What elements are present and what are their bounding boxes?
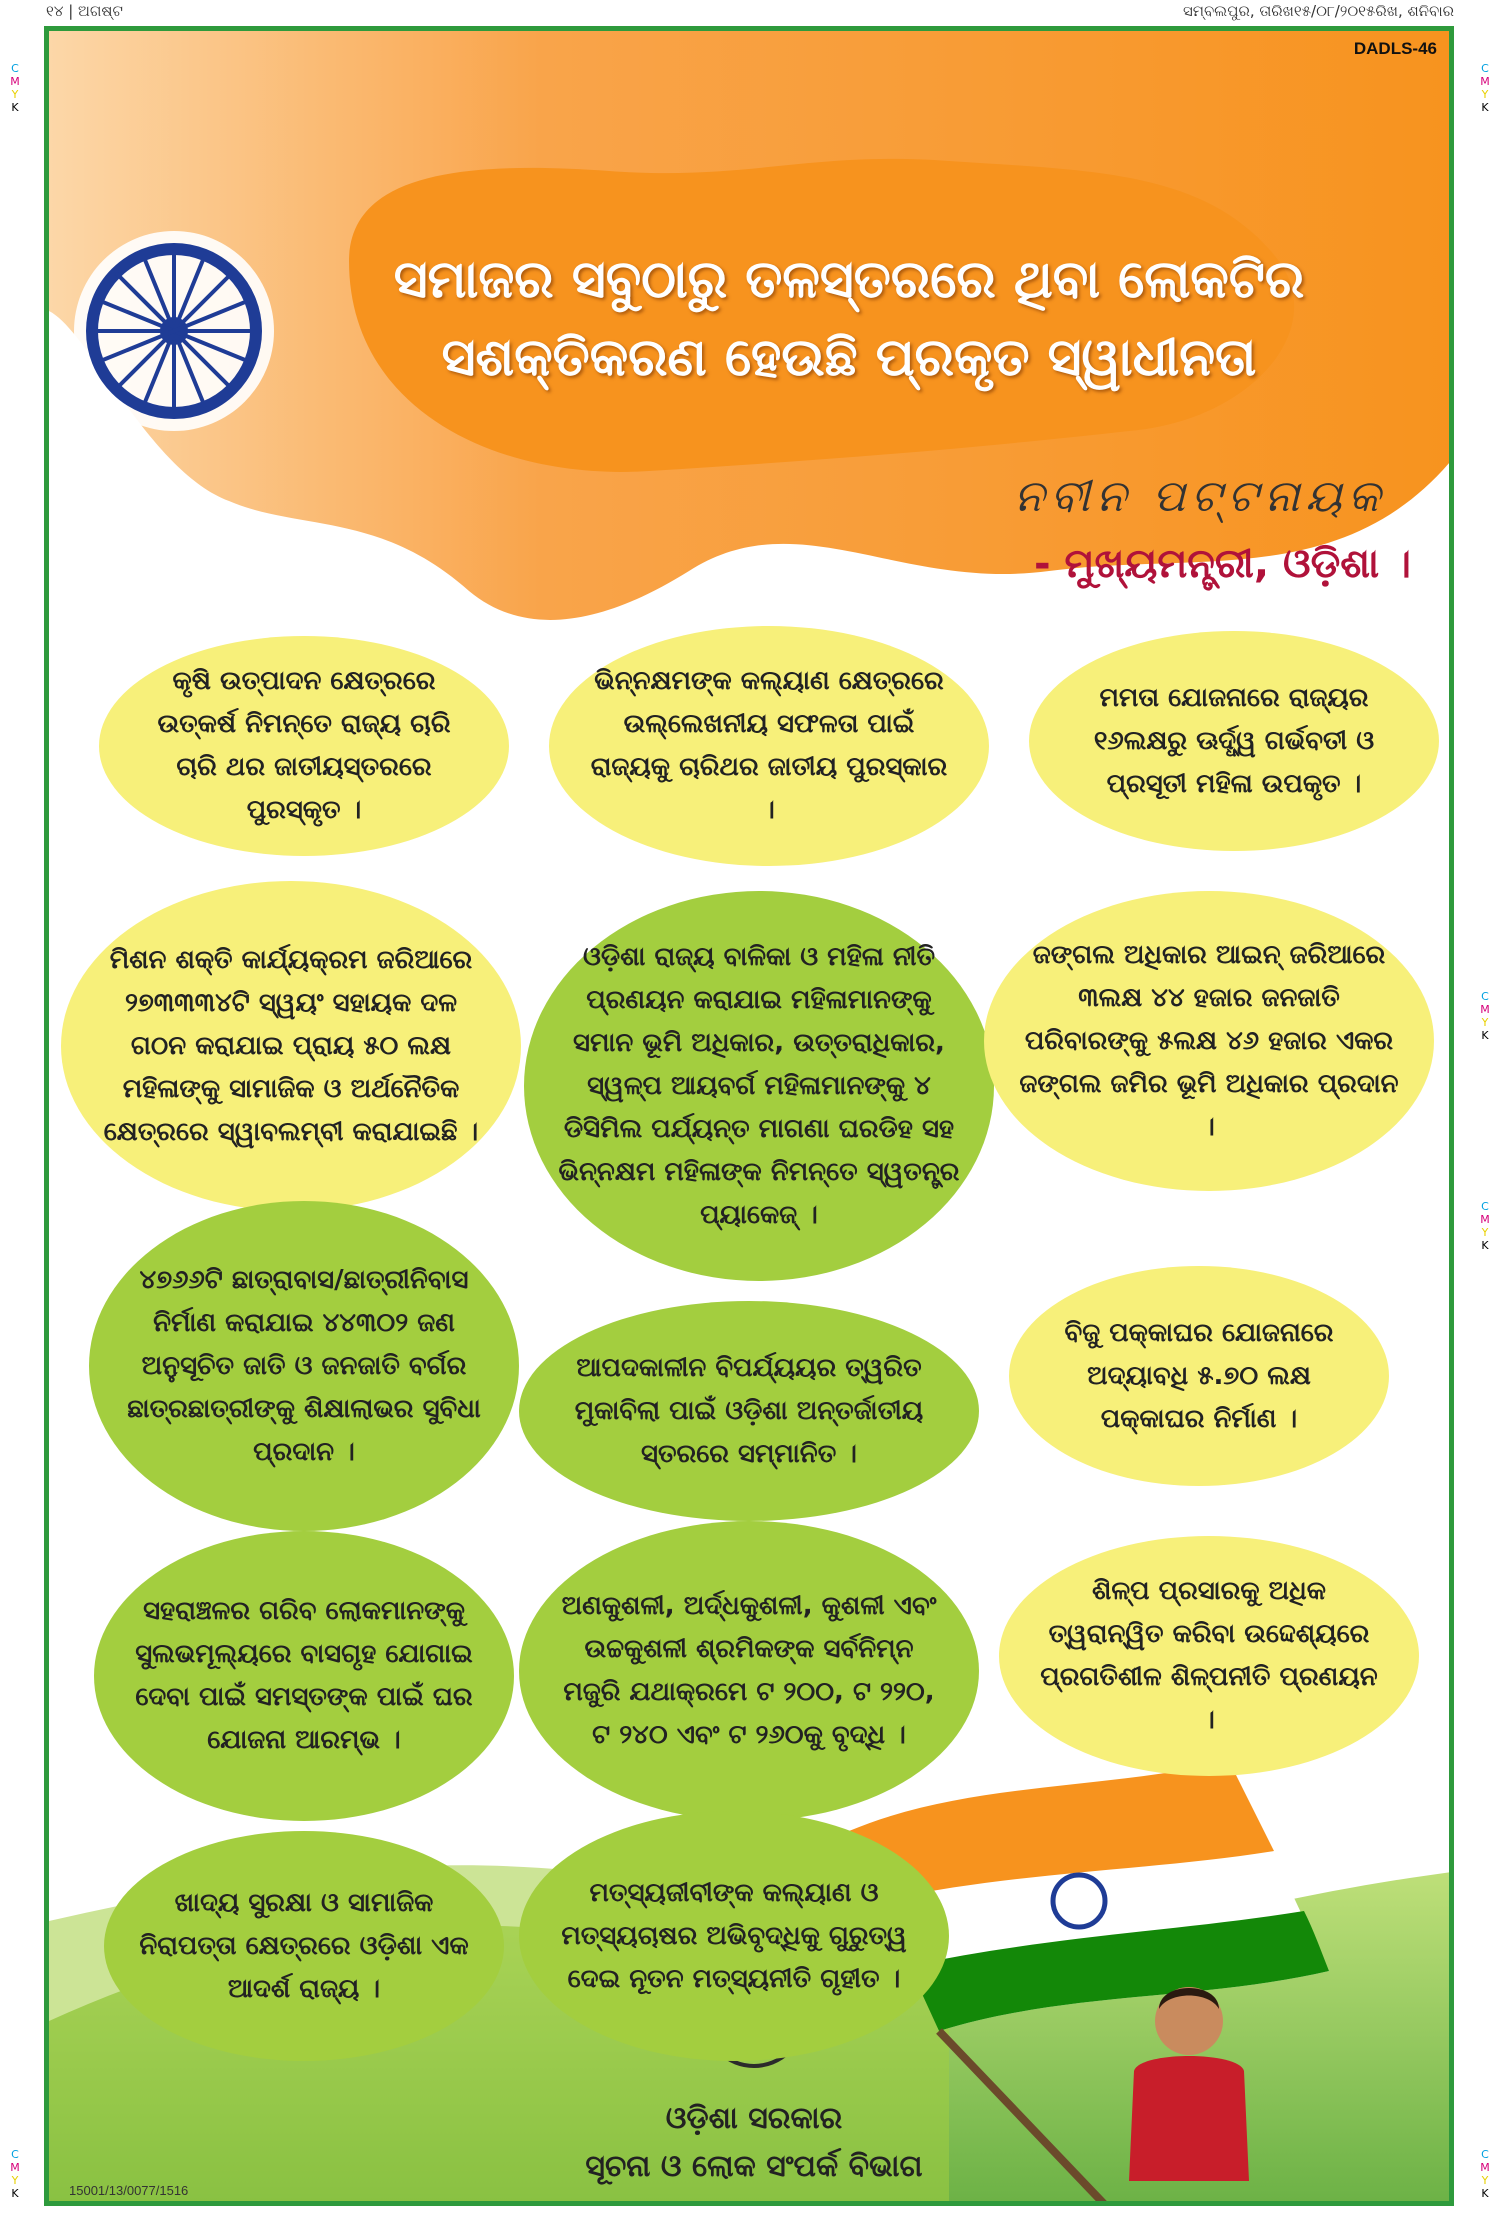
achievement-bubble: ଅଣକୁଶଳୀ, ଅର୍ଦ୍ଧକୁଶଳୀ, କୁଶଳୀ ଏବଂ ଉଚ୍ଚକୁଶଳୀ ଶ୍ରମିକଙ୍କ ସର୍ବନିମ୍ନ ମଜୁରି ଯଥାକ୍ରମେ ଟ ୨୦୦, ଟ ୨୨୦, ଟ ୨୪୦ ଏବଂ ଟ ୨୬୦କୁ ବୃଦ୍ଧି । <box>519 1521 979 1821</box>
achievement-bubble: ମମତା ଯୋଜନାରେ ରାଜ୍ୟର ୧୬ଲକ୍ଷରୁ ଊର୍ଦ୍ଧ୍ୱ ଗର୍ଭବତୀ ଓ ପ୍ରସୂତୀ ମହିଳା ଉପକୃତ । <box>1029 631 1439 851</box>
registration-mark: C M Y K <box>1480 1200 1490 1252</box>
achievement-bubble: ଓଡ଼ିଶା ରାଜ୍ୟ ବାଳିକା ଓ ମହିଳା ନୀତି ପ୍ରଣୟନ କରାଯାଇ ମହିଳାମାନଙ୍କୁ ସମାନ ଭୂମି ଅଧିକାର, ଉତ୍ତରାଧିକାର, ସ୍ୱଳ୍ପ ଆୟବର୍ଗ ମହିଳାମାନଙ୍କୁ ୪ ଡିସିମିଲ ପର୍ଯ୍ୟନ୍ତ ମାଗଣା ଘରଡିହ ସହ ଭିନ୍ନକ୍ଷମ ମହିଳାଙ୍କ ନିମନ୍ତେ ସ୍ୱତନ୍ତ୍ର ପ୍ୟାକେଜ୍ । <box>524 891 994 1281</box>
reference-code: 15001/13/0077/1516 <box>69 2183 189 2198</box>
achievement-bubble: ଭିନ୍ନକ୍ଷମଙ୍କ କଲ୍ୟାଣ କ୍ଷେତ୍ରରେ ଉଲ୍ଲେଖନୀୟ ସଫଳତା ପାଇଁ ରାଜ୍ୟକୁ ଚାରିଥର ଜାତୀୟ ପୁରସ୍କାର । <box>549 626 989 866</box>
paper-info: ସମ୍ବଲପୁର, ତାରିଖ୧୫/୦୮/୨୦୧୫ରିଖ, ଶନିବାର <box>1182 2 1454 20</box>
achievement-bubble: କୃଷି ଉତ୍ପାଦନ କ୍ଷେତ୍ରରେ ଉତ୍କର୍ଷ ନିମନ୍ତେ ରାଜ୍ୟ ଚାରି ଚାରି ଥର ଜାତୀୟସ୍ତରରେ ପୁରସ୍କୃତ । <box>99 636 509 856</box>
headline <box>349 241 1349 397</box>
signature: ନବୀନ ପଟ୍ଟନାୟକ <box>1014 471 1387 522</box>
headline-line-2: ସଶକ୍ତିକରଣ ହେଉଛି ପ୍ରକୃତ ସ୍ୱାଧୀନତା <box>441 328 1257 388</box>
achievement-bubble: ମତ୍ସ୍ୟଜୀବୀଙ୍କ କଲ୍ୟାଣ ଓ ମତ୍ସ୍ୟଚାଷର ଅଭିବୃଦ୍ଧିକୁ ଗୁରୁତ୍ୱ ଦେଇ ନୂତନ ମତ୍ସ୍ୟନୀତି ଗୃହୀତ । <box>519 1811 949 2061</box>
department-name: ସୂଚନା ଓ ଲୋକ ସଂପର୍କ ବିଭାଗ <box>585 2149 923 2184</box>
ad-code: DADLS-46 <box>1353 39 1437 58</box>
achievement-bubble: ସହରାଞ୍ଚଳର ଗରିବ ଲୋକମାନଙ୍କୁ ସୁଲଭମୂଲ୍ୟରେ ବାସଗୃହ ଯୋଗାଇ ଦେବା ପାଇଁ ସମସ୍ତଙ୍କ ପାଇଁ ଘର ଯୋଜନା ଆରମ୍ଭ । <box>94 1531 514 1821</box>
ashoka-chakra-icon <box>74 231 274 431</box>
advertisement-frame <box>44 26 1454 2206</box>
registration-mark: C M Y K <box>10 2148 20 2200</box>
achievement-bubble: ଖାଦ୍ୟ ସୁରକ୍ଷା ଓ ସାମାଜିକ ନିରାପତ୍ତା କ୍ଷେତ୍ରରେ ଓଡ଼ିଶା ଏକ ଆଦର୍ଶ ରାଜ୍ୟ । <box>104 1831 504 2061</box>
achievement-bubble: ଶିଳ୍ପ ପ୍ରସାରକୁ ଅଧିକ ତ୍ୱରାନ୍ୱିତ କରିବା ଉଦ୍ଦେଶ୍ୟରେ ପ୍ରଗତିଶୀଳ ଶିଳ୍ପନୀତି ପ୍ରଣୟନ । <box>999 1536 1419 1776</box>
page-info: ୧୪ | ଅଗଷ୍ଟ <box>46 2 123 20</box>
registration-mark: C M Y K <box>1480 990 1490 1042</box>
achievement-bubble: ୪୭୬୬ଟି ଛାତ୍ରାବାସ/ଛାତ୍ରୀନିବାସ ନିର୍ମାଣ କରାଯାଇ ୪୪୩୦୨ ଜଣ ଅନୁସୂଚିତ ଜାତି ଓ ଜନଜାତି ବର୍ଗର ଛାତ୍ରଛାତ୍ରୀଙ୍କୁ ଶିକ୍ଷାଲାଭର ସୁବିଧା ପ୍ରଦାନ । <box>89 1201 519 1531</box>
registration-mark: C M Y K <box>1480 2148 1490 2200</box>
designation: - ମୁଖ୍ୟମନ୍ତ୍ରୀ, ଓଡ଼ିଶା । <box>1034 541 1412 587</box>
headline-line-1: ସମାଜର ସବୁଠାରୁ ତଳସ୍ତରରେ ଥିବା ଲୋକଟିର <box>393 250 1305 310</box>
registration-mark: C M Y K <box>10 62 20 114</box>
achievement-bubble: ଆପଦକାଳୀନ ବିପର୍ଯ୍ୟୟର ତ୍ୱରିତ ମୁକାବିଲା ପାଇଁ ଓଡ଼ିଶା ଅନ୍ତର୍ଜାତୀୟ ସ୍ତରରେ ସମ୍ମାନିତ । <box>519 1301 979 1521</box>
achievement-bubble: ମିଶନ ଶକ୍ତି କାର୍ଯ୍ୟକ୍ରମ ଜରିଆରେ ୨୭୩୩୩୪ଟି ସ୍ୱୟଂ ସହାୟକ ଦଳ ଗଠନ କରାଯାଇ ପ୍ରାୟ ୫୦ ଲକ୍ଷ ମହିଳାଙ୍କୁ ସାମାଜିକ ଓ ଅର୍ଥନୈତିକ କ୍ଷେତ୍ରରେ ସ୍ୱାବଲମ୍ବୀ କରାଯାଇଛି । <box>61 881 521 1211</box>
registration-mark: C M Y K <box>1480 62 1490 114</box>
government-name: ଓଡ଼ିଶା ସରକାର <box>665 2101 843 2136</box>
achievement-bubble: ବିଜୁ ପକ୍କାଘର ଯୋଜନାରେ ଅଦ୍ୟାବଧି ୫.୭୦ ଲକ୍ଷ ପକ୍କାଘର ନିର୍ମାଣ । <box>1009 1266 1389 1486</box>
achievement-bubble: ଜଙ୍ଗଲ ଅଧିକାର ଆଇନ୍ ଜରିଆରେ ୩ଲକ୍ଷ ୪୪ ହଜାର ଜନଜାତି ପରିବାରଙ୍କୁ ୫ଲକ୍ଷ ୪୬ ହଜାର ଏକର ଜଙ୍ଗଲ ଜମିର ଭୂମି ଅଧିକାର ପ୍ରଦାନ । <box>984 891 1434 1191</box>
